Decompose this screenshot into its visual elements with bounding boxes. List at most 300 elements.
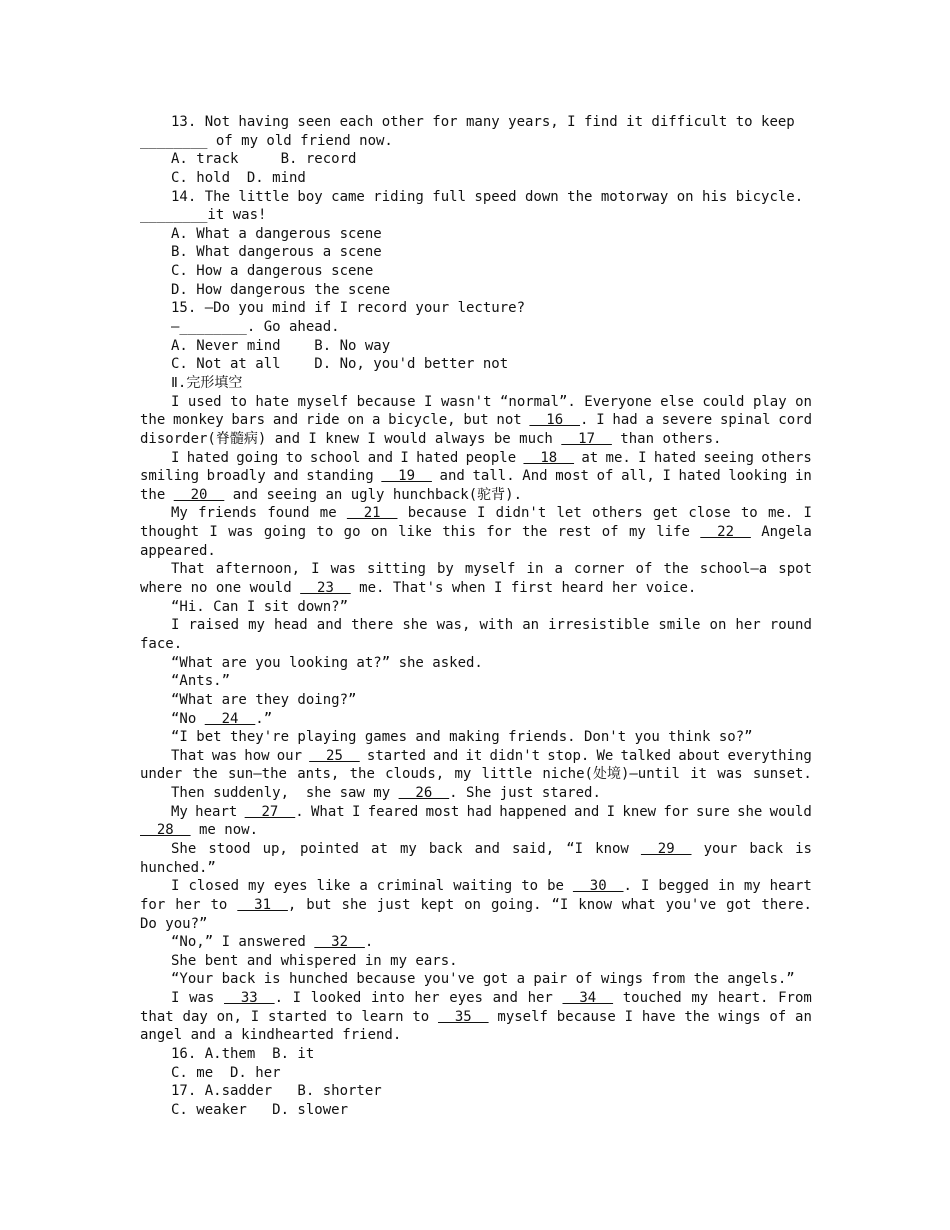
word: me. xyxy=(767,505,794,522)
word: was xyxy=(228,524,254,541)
word: be xyxy=(547,878,564,895)
blank-number: 23 xyxy=(300,580,351,597)
text-line: C. hold D. mind xyxy=(171,169,306,186)
word: seeing xyxy=(703,449,754,466)
word: smiling xyxy=(140,468,200,485)
word: on xyxy=(370,524,388,541)
word: and xyxy=(272,412,299,429)
word: waiting xyxy=(453,878,513,895)
word: wings xyxy=(718,1008,761,1025)
text-line: where no one would 23 me. That's when I first heard her voice. xyxy=(140,580,697,597)
document-body xyxy=(140,113,812,1120)
text-line: “Ants.” xyxy=(171,673,231,690)
text-line: A. What a dangerous scene xyxy=(171,225,382,242)
text-line xyxy=(140,747,812,766)
word: on xyxy=(347,412,365,429)
word: my xyxy=(399,840,417,857)
blank-number: 33 xyxy=(224,990,275,1007)
word: day xyxy=(182,1008,208,1025)
word: on, xyxy=(216,1008,242,1025)
word: I xyxy=(292,990,302,1007)
text-line xyxy=(140,989,812,1008)
word: I xyxy=(250,1008,260,1025)
text-line xyxy=(140,896,812,915)
word: bicycle, xyxy=(388,412,456,429)
word: how xyxy=(244,747,270,764)
word: sure xyxy=(696,803,730,820)
word: Everyone xyxy=(584,393,652,410)
word: thought xyxy=(140,524,200,541)
word: the xyxy=(192,766,218,783)
word: friends xyxy=(198,505,258,522)
word: my xyxy=(628,524,646,541)
word: stood xyxy=(208,840,251,857)
text-line: face. xyxy=(140,635,183,652)
word: to xyxy=(740,505,758,522)
word: for xyxy=(140,896,166,913)
word: clouds, xyxy=(385,766,445,783)
word: like xyxy=(316,878,351,895)
word: life xyxy=(656,524,690,541)
word xyxy=(381,467,432,486)
word: learn xyxy=(361,1008,404,1025)
word: didn't xyxy=(489,747,541,764)
word: ants, xyxy=(297,766,340,783)
word: hated xyxy=(416,449,459,466)
text-line: 28 me now. xyxy=(140,822,259,839)
word: to xyxy=(335,1008,353,1025)
word: like xyxy=(398,524,432,541)
word: the xyxy=(140,412,166,429)
word: and xyxy=(367,449,394,466)
word: my xyxy=(743,878,761,895)
word: my xyxy=(454,766,472,783)
word: cord xyxy=(778,412,812,429)
word: That xyxy=(171,747,205,764)
word: for xyxy=(486,524,512,541)
word xyxy=(523,449,574,468)
word: We xyxy=(596,747,614,764)
word: my xyxy=(248,878,265,895)
word: the xyxy=(521,524,548,541)
word: and xyxy=(492,990,518,1007)
blank-number: 28 xyxy=(140,822,191,839)
text-line: ________it was! xyxy=(140,207,267,224)
word: but xyxy=(306,896,332,913)
word: people xyxy=(465,449,517,466)
word: have xyxy=(641,1008,676,1025)
word: of xyxy=(596,468,614,485)
text-line: angel and a kindhearted friend. xyxy=(140,1027,402,1044)
word: My xyxy=(171,505,188,522)
word: with xyxy=(479,617,514,634)
word: what xyxy=(621,896,656,913)
text-line: C. How a dangerous scene xyxy=(171,263,374,280)
word: by xyxy=(437,561,454,578)
word: play xyxy=(752,393,787,410)
word: started xyxy=(366,747,426,764)
word: severe xyxy=(661,412,713,429)
word: She xyxy=(171,840,197,857)
text-line: C. Not at all D. No, you'd better not xyxy=(171,356,509,373)
word: tall. xyxy=(472,468,515,485)
word: get xyxy=(652,505,679,522)
word: in xyxy=(794,468,812,485)
word: others xyxy=(761,449,812,466)
word: back xyxy=(749,840,784,857)
text-line xyxy=(140,411,812,430)
word: That xyxy=(171,561,205,578)
blank-number: 29 xyxy=(640,840,692,857)
word: I xyxy=(400,449,409,466)
word: started xyxy=(267,1008,327,1025)
text-line: ________ of my old friend now. xyxy=(140,132,393,149)
word: the xyxy=(663,561,689,578)
text-line xyxy=(140,877,812,896)
word: head xyxy=(274,617,308,634)
text-line: disorder(脊髓病) and I knew I would always be much 17 than others. xyxy=(140,430,722,447)
text-line xyxy=(140,616,812,635)
blank-number: 19 xyxy=(381,468,432,485)
word: had xyxy=(612,412,638,429)
word: I xyxy=(311,561,320,578)
word: this xyxy=(442,524,476,541)
word: going xyxy=(263,524,307,541)
word: a xyxy=(554,561,563,578)
word: bars xyxy=(231,412,266,429)
word: stop. xyxy=(547,747,590,764)
word: feared xyxy=(367,803,419,820)
word: kept xyxy=(420,896,455,913)
word: 30 . xyxy=(572,878,632,895)
word: 27 . xyxy=(244,803,304,820)
word: most xyxy=(425,803,460,820)
word: school xyxy=(309,449,361,466)
word: you've xyxy=(665,896,717,913)
word: little xyxy=(481,766,533,783)
word: on xyxy=(709,617,727,634)
blank-number: 26 xyxy=(398,785,450,802)
word: her xyxy=(527,990,553,1007)
text-line: 15. —Do you mind if I record your lecture? xyxy=(171,300,526,317)
word: a xyxy=(359,878,368,895)
blank-number: 27 xyxy=(244,803,296,820)
word: know xyxy=(578,896,612,913)
word: was xyxy=(211,747,238,764)
word: looking xyxy=(728,468,788,485)
word: got xyxy=(726,896,752,913)
word: her xyxy=(735,617,761,634)
word: your xyxy=(703,840,738,857)
word: myself xyxy=(464,561,516,578)
word: because xyxy=(356,393,416,410)
word: and xyxy=(439,468,465,485)
word: spot xyxy=(778,561,812,578)
word: there. xyxy=(761,896,812,913)
word: else xyxy=(660,393,694,410)
word: round xyxy=(769,617,812,634)
text-line: Do you?” xyxy=(140,915,208,932)
text-line xyxy=(140,840,812,859)
text-line: B. What dangerous a scene xyxy=(171,244,382,261)
word: What xyxy=(310,803,345,820)
text-line: “No,” I answered 32 . xyxy=(171,934,374,951)
text-line: She bent and whispered in my ears. xyxy=(171,952,458,969)
word: in xyxy=(717,878,735,895)
word: my xyxy=(248,617,265,634)
word: the xyxy=(349,766,375,783)
text-line: 16. A.them B. it xyxy=(171,1046,315,1063)
word: rest xyxy=(557,524,592,541)
word: Angela xyxy=(761,524,812,541)
word: I xyxy=(352,803,361,820)
word: hated xyxy=(678,468,721,485)
word: looked xyxy=(310,990,362,1007)
word: me. xyxy=(605,449,631,466)
text-line: —________. Go ahead. xyxy=(171,319,340,336)
word: ride xyxy=(305,412,340,429)
word: an xyxy=(522,617,540,634)
word: could xyxy=(702,393,745,410)
word: spinal xyxy=(719,412,771,429)
word: I xyxy=(171,617,180,634)
word: begged xyxy=(658,878,709,895)
word: of xyxy=(635,561,653,578)
word: her xyxy=(175,896,201,913)
word: to xyxy=(412,1008,430,1025)
word: broadly xyxy=(206,468,266,485)
word: on xyxy=(464,896,481,913)
word: raised xyxy=(188,617,240,634)
word: all, xyxy=(621,468,655,485)
word xyxy=(347,504,398,523)
word: I xyxy=(596,412,605,429)
word: sun—the xyxy=(227,766,287,783)
word xyxy=(563,989,614,1008)
word: 31 , xyxy=(237,896,297,913)
word: eyes xyxy=(449,990,483,1007)
blank-number: 22 xyxy=(700,524,751,541)
word: under xyxy=(140,766,183,783)
text-line: A. track B. record xyxy=(171,151,357,168)
word: just xyxy=(376,896,411,913)
text-line: “Your back is hunched because you've got a pair of wings from the angels.” xyxy=(171,971,795,988)
text-line: “I bet they're playing games and making friends. Don't you think so?” xyxy=(171,729,753,746)
blank-number: 24 xyxy=(204,710,256,727)
text-line: “Hi. Can I sit down?” xyxy=(171,598,349,615)
word: talked xyxy=(620,747,672,764)
word xyxy=(641,840,692,859)
word: I xyxy=(640,878,650,895)
word: her xyxy=(414,990,440,1007)
word: myself xyxy=(497,1008,548,1025)
word: for xyxy=(663,803,689,820)
word: up, xyxy=(262,840,288,857)
word: I xyxy=(171,878,180,895)
word: heart. xyxy=(717,990,769,1007)
word: “I xyxy=(566,840,584,857)
word: myself xyxy=(297,393,349,410)
text-line: appeared. xyxy=(140,542,216,559)
word: From xyxy=(778,990,812,1007)
word: criminal xyxy=(376,878,445,895)
word: she xyxy=(402,617,428,634)
blank-number: 18 xyxy=(523,449,575,466)
word: pointed xyxy=(299,840,359,857)
word: others xyxy=(592,505,643,522)
word: our xyxy=(276,747,303,764)
word: because xyxy=(407,505,467,522)
word: an xyxy=(795,1008,812,1025)
word: going. xyxy=(490,896,542,913)
word: I xyxy=(171,393,180,410)
text-line: “No 24 .” xyxy=(171,710,273,727)
text-line xyxy=(140,1008,812,1027)
word: to xyxy=(285,449,303,466)
word: a xyxy=(371,412,381,429)
word: at xyxy=(581,449,599,466)
text-line xyxy=(140,449,812,468)
word: at xyxy=(371,840,388,857)
word: but xyxy=(463,412,489,429)
word: there xyxy=(351,617,394,634)
blank-number: 30 xyxy=(572,878,624,895)
word: was xyxy=(330,561,356,578)
text-line: Ⅱ.完形填空 xyxy=(171,374,243,391)
text-line: “What are they doing?” xyxy=(171,691,357,708)
word: of xyxy=(601,524,619,541)
text-line: D. How dangerous the scene xyxy=(171,281,391,298)
text-line: C. me D. her xyxy=(171,1064,281,1081)
word: my xyxy=(691,990,709,1007)
word: was xyxy=(717,766,743,783)
word: I xyxy=(476,505,486,522)
text-line xyxy=(140,523,812,542)
word: it xyxy=(465,747,483,764)
word: I xyxy=(803,505,812,522)
text-line xyxy=(140,560,812,579)
word: And xyxy=(522,468,548,485)
blank-number: 25 xyxy=(309,747,360,764)
text-line xyxy=(140,393,812,412)
word: My xyxy=(171,803,188,820)
word: into xyxy=(370,990,405,1007)
word: hated xyxy=(653,449,697,466)
word: hate xyxy=(255,393,290,410)
word: monkey xyxy=(173,412,224,429)
word: I xyxy=(171,990,180,1007)
word: going xyxy=(236,449,279,466)
word: on xyxy=(795,393,812,410)
word: “normal”. xyxy=(499,393,576,410)
text-line xyxy=(140,504,812,523)
word: she xyxy=(737,803,763,820)
word: hated xyxy=(186,449,229,466)
word: didn't xyxy=(495,505,547,522)
word: back xyxy=(428,840,463,857)
word: corner xyxy=(573,561,625,578)
word xyxy=(309,747,360,766)
word: that xyxy=(140,1008,174,1025)
blank-number: 21 xyxy=(346,505,398,522)
word: most xyxy=(555,468,589,485)
text-line: hunched.” xyxy=(140,859,216,876)
word: heart xyxy=(769,878,812,895)
word: said, xyxy=(512,840,555,857)
word: to xyxy=(230,393,247,410)
word: “I xyxy=(551,896,569,913)
blank-number: 34 xyxy=(562,990,614,1007)
word: in xyxy=(526,561,544,578)
word: 33 . xyxy=(224,990,284,1007)
word: everything xyxy=(727,747,812,764)
word: found xyxy=(267,505,310,522)
word: had xyxy=(466,803,492,820)
word: and xyxy=(574,803,600,820)
word: school—a xyxy=(699,561,768,578)
word: I xyxy=(638,449,647,466)
text-line xyxy=(140,765,812,784)
text-line xyxy=(140,467,812,486)
word: know xyxy=(595,840,629,857)
word: used xyxy=(187,393,222,410)
word: not xyxy=(496,412,522,429)
word: let xyxy=(556,505,582,522)
word: heart xyxy=(195,803,238,820)
word: she xyxy=(341,896,367,913)
word: happened xyxy=(499,803,567,820)
text-line: 14. The little boy came riding full speed down the motorway on his bicycle. xyxy=(171,188,804,205)
word: and xyxy=(474,840,500,857)
word: it xyxy=(690,766,708,783)
blank-number: 20 xyxy=(173,486,225,503)
word: knew xyxy=(622,803,657,820)
text-line: the 20 and seeing an ugly hunchback(驼背). xyxy=(140,486,523,503)
word: and xyxy=(316,617,343,634)
text-line: “What are you looking at?” she asked. xyxy=(171,654,483,671)
word: would xyxy=(769,803,812,820)
word: niche(处境)—until xyxy=(542,766,680,783)
word: touched xyxy=(622,990,682,1007)
word: and xyxy=(273,468,299,485)
blank-number: 32 xyxy=(314,934,365,951)
word: was xyxy=(189,990,215,1007)
text-line: Then suddenly, she saw my 26 . She just stared. xyxy=(171,785,601,802)
text-line: A. Never mind B. No way xyxy=(171,337,391,354)
word: about xyxy=(678,747,721,764)
word: is xyxy=(795,840,812,857)
word: and xyxy=(433,747,459,764)
word: I xyxy=(662,468,671,485)
word: standing xyxy=(306,468,374,485)
word: close xyxy=(688,505,731,522)
word: 16 . xyxy=(529,412,589,429)
word: because xyxy=(556,1008,616,1025)
text-line: C. weaker D. slower xyxy=(171,1101,349,1118)
text-line xyxy=(140,803,812,822)
word: I xyxy=(424,393,433,410)
word: wasn't xyxy=(440,393,492,410)
word: to xyxy=(521,878,539,895)
text-line: 17. A.sadder B. shorter xyxy=(171,1083,382,1100)
word: was, xyxy=(436,617,471,634)
word: the xyxy=(684,1008,710,1025)
word: a xyxy=(645,412,654,429)
word: I xyxy=(624,1008,634,1025)
word: to xyxy=(316,524,334,541)
blank-number: 17 xyxy=(561,430,612,447)
text-line: 13. Not having seen each other for many years, I find it difficult to keep xyxy=(171,114,795,130)
